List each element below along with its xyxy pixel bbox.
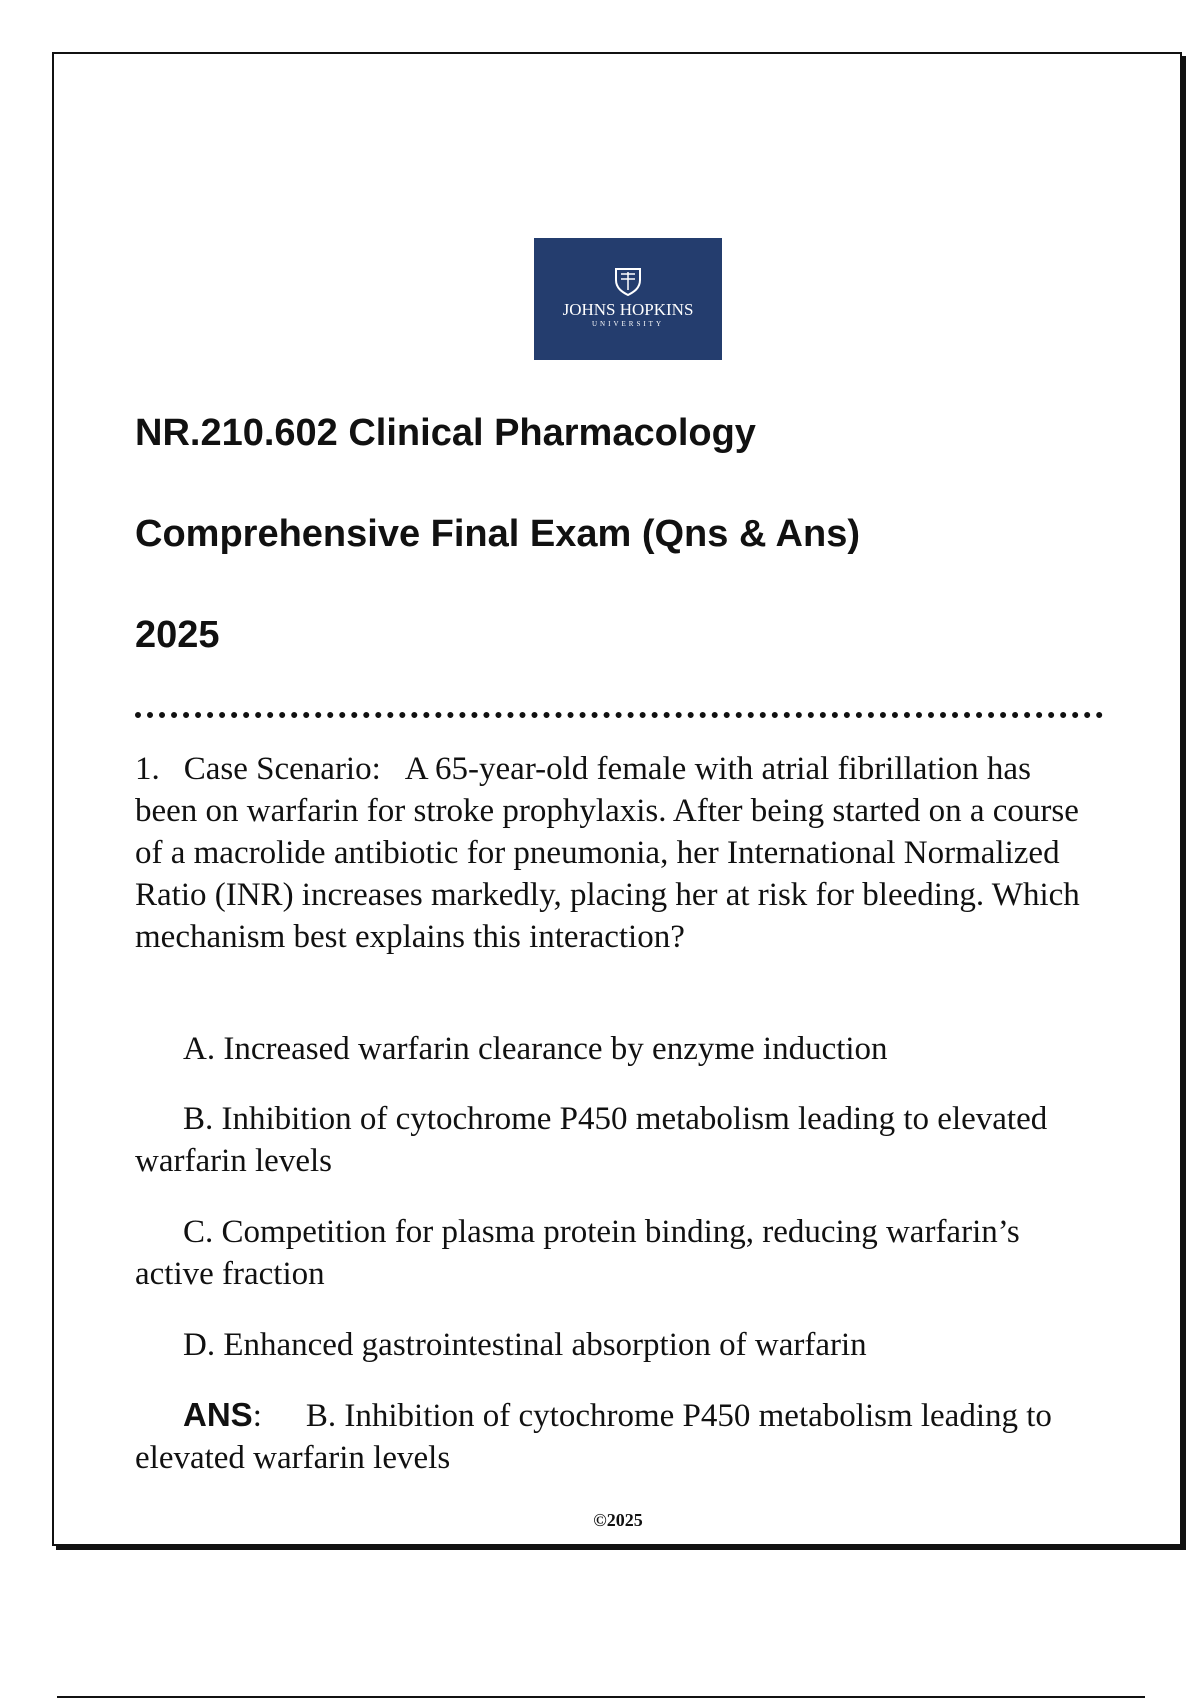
copyright-footer: ©2025 bbox=[593, 1510, 643, 1530]
question-1 bbox=[135, 748, 1100, 958]
question-text: A 65-year-old female with atrial fibrillation has been on warfarin for stroke prophylaxis. After being started on a course of a macrolide antibiotic for pneumonia, her International Normalized Ratio (INR) increases markedly, placing her at risk for bleeding. Which mechanism best explains this interaction? bbox=[135, 751, 1080, 955]
answer-text: B. Inhibition of cytochrome P450 metabolism leading to elevated warfarin levels bbox=[135, 1398, 1052, 1476]
dotted-divider bbox=[135, 712, 1103, 718]
answer-colon: : bbox=[252, 1398, 262, 1434]
option-b: B. Inhibition of cytochrome P450 metabolism leading to elevated warfarin levels bbox=[135, 1101, 1048, 1179]
university-logo bbox=[534, 238, 722, 360]
question-label: Case Scenario: bbox=[183, 751, 381, 787]
shield-icon bbox=[612, 266, 644, 296]
option-c: C. Competition for plasma protein binding, reducing warfarin’s active fraction bbox=[135, 1214, 1020, 1292]
course-title: NR.210.602 Clinical Pharmacology bbox=[135, 412, 756, 454]
exam-year: 2025 bbox=[135, 614, 220, 656]
question-number: 1. bbox=[135, 751, 160, 787]
option-a: A. Increased warfarin clearance by enzyme induction bbox=[183, 1031, 888, 1067]
logo-name: JOHNS HOPKINS bbox=[562, 300, 694, 319]
option-d: D. Enhanced gastrointestinal absorption of warfarin bbox=[183, 1327, 867, 1363]
exam-title: Comprehensive Final Exam (Qns & Ans) bbox=[135, 513, 860, 555]
bottom-rule bbox=[57, 1696, 1145, 1698]
answer-label: ANS bbox=[183, 1396, 253, 1433]
logo-subtitle: UNIVERSITY bbox=[592, 320, 664, 328]
answer bbox=[135, 1394, 1100, 1479]
